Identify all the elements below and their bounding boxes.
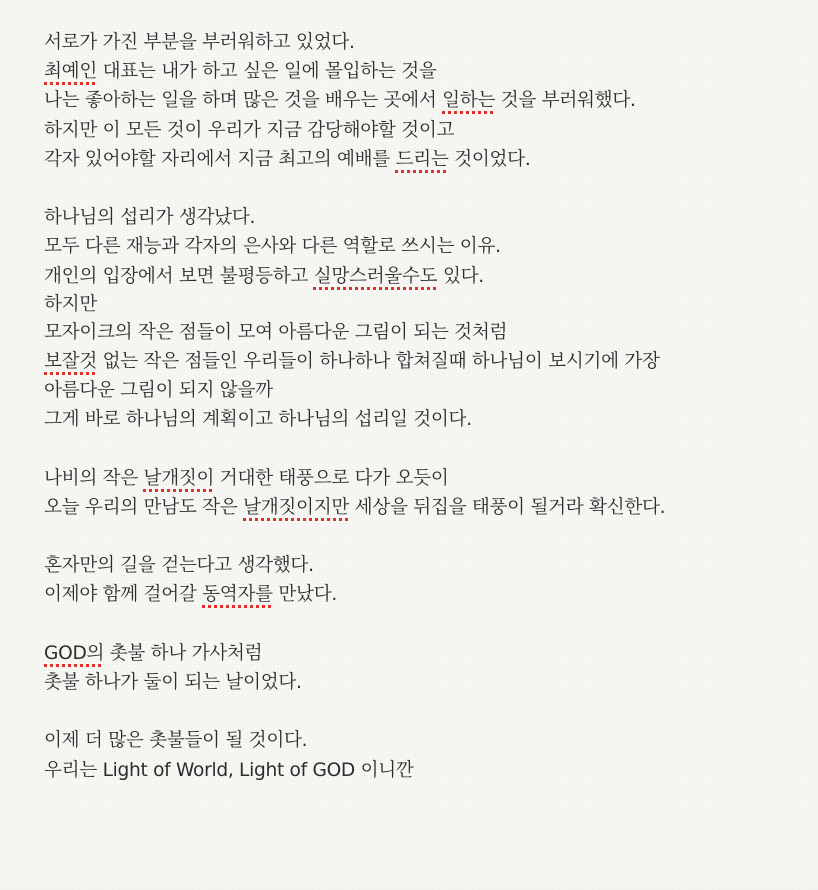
text-line [44, 726, 814, 755]
text-line [44, 232, 814, 261]
text-run: 나는 좋아하는 일을 하며 많은 것을 배우는 곳에서 [44, 90, 443, 112]
text-run: 대표는 내가 하고 싶은 일에 몰입하는 것을 [97, 61, 437, 83]
document-body[interactable] [44, 28, 814, 785]
text-line [44, 28, 814, 57]
text-line [44, 464, 814, 493]
misspelled-word[interactable]: 실망스러울수도 [313, 265, 438, 287]
misspelled-word[interactable]: 드리는 [395, 148, 449, 170]
text-run: 오늘 우리의 만남도 작은 [44, 496, 244, 518]
text-line [44, 262, 814, 291]
text-line [44, 57, 814, 86]
text-run: 나비의 작은 [44, 467, 144, 489]
blank-line [44, 434, 814, 463]
text-run: 하지만 [44, 293, 97, 315]
text-line [44, 551, 814, 580]
misspelled-word[interactable]: 최예인 [44, 61, 97, 83]
text-run: 하나님의 섭리가 생각났다. [44, 207, 256, 229]
text-line [44, 405, 814, 434]
text-line [44, 86, 814, 115]
misspelled-word[interactable]: 날개짓이 [143, 467, 215, 489]
text-run: 것이었다. [448, 148, 531, 170]
text-line [44, 203, 814, 232]
misspelled-word[interactable]: 날개짓이지만 [243, 496, 350, 518]
text-run: 모자이크의 작은 점들이 모여 아름다운 그림이 되는 것처럼 [44, 321, 508, 343]
text-run: 촛불 하나 가사처럼 [104, 642, 263, 664]
text-line [44, 756, 814, 785]
text-run: 하지만 이 모든 것이 우리가 지금 감당해야할 것이고 [44, 119, 455, 141]
blank-line [44, 610, 814, 639]
text-run: 이제야 함께 걸어갈 [44, 584, 203, 606]
text-run: 개인의 입장에서 보면 불평등하고 [44, 265, 314, 287]
text-run: 세상을 뒤집을 태풍이 될거라 확신한다. [349, 496, 666, 518]
text-run: 아름다운 그림이 되지 않을까 [44, 380, 273, 402]
text-line [44, 145, 814, 174]
blank-line [44, 174, 814, 203]
blank-line [44, 522, 814, 551]
text-line [44, 639, 814, 668]
text-run: 만났다. [272, 584, 337, 606]
misspelled-word[interactable]: GOD의 [44, 642, 105, 664]
text-run: 없는 작은 점들인 우리들이 하나하나 합쳐질때 하나님이 보시기에 가장 [97, 350, 660, 372]
text-run: 것을 부러워했다. [495, 90, 636, 112]
text-line [44, 493, 814, 522]
text-line [44, 376, 814, 405]
text-line [44, 291, 814, 318]
text-run: 서로가 가진 부분을 부러워하고 있었다. [44, 32, 355, 53]
misspelled-word[interactable]: 동역자를 [202, 584, 273, 606]
text-run: 이제 더 많은 촛불들이 될 것이다. [44, 730, 308, 752]
text-line [44, 318, 814, 347]
text-run: 거대한 태풍으로 다가 오듯이 [214, 467, 449, 489]
text-run: 각자 있어야할 자리에서 지금 최고의 예배를 [44, 148, 396, 170]
text-run: 촛불 하나가 둘이 되는 날이었다. [44, 671, 302, 693]
text-run: 혼자만의 길을 걷는다고 생각했다. [44, 555, 314, 577]
text-line [44, 580, 814, 609]
misspelled-word[interactable]: 보잘것 [44, 350, 97, 372]
text-line [44, 668, 814, 697]
text-run: 그게 바로 하나님의 계획이고 하나님의 섭리일 것이다. [44, 409, 472, 431]
blank-line [44, 697, 814, 726]
text-run: 있다. [437, 265, 484, 287]
text-run: 우리는 Light of World, Light of GOD 이니깐 [44, 759, 414, 781]
text-line [44, 116, 814, 145]
text-run: 모두 다른 재능과 각자의 은사와 다른 역할로 쓰시는 이유. [44, 236, 501, 258]
text-line [44, 347, 814, 376]
misspelled-word[interactable]: 일하는 [442, 90, 496, 112]
